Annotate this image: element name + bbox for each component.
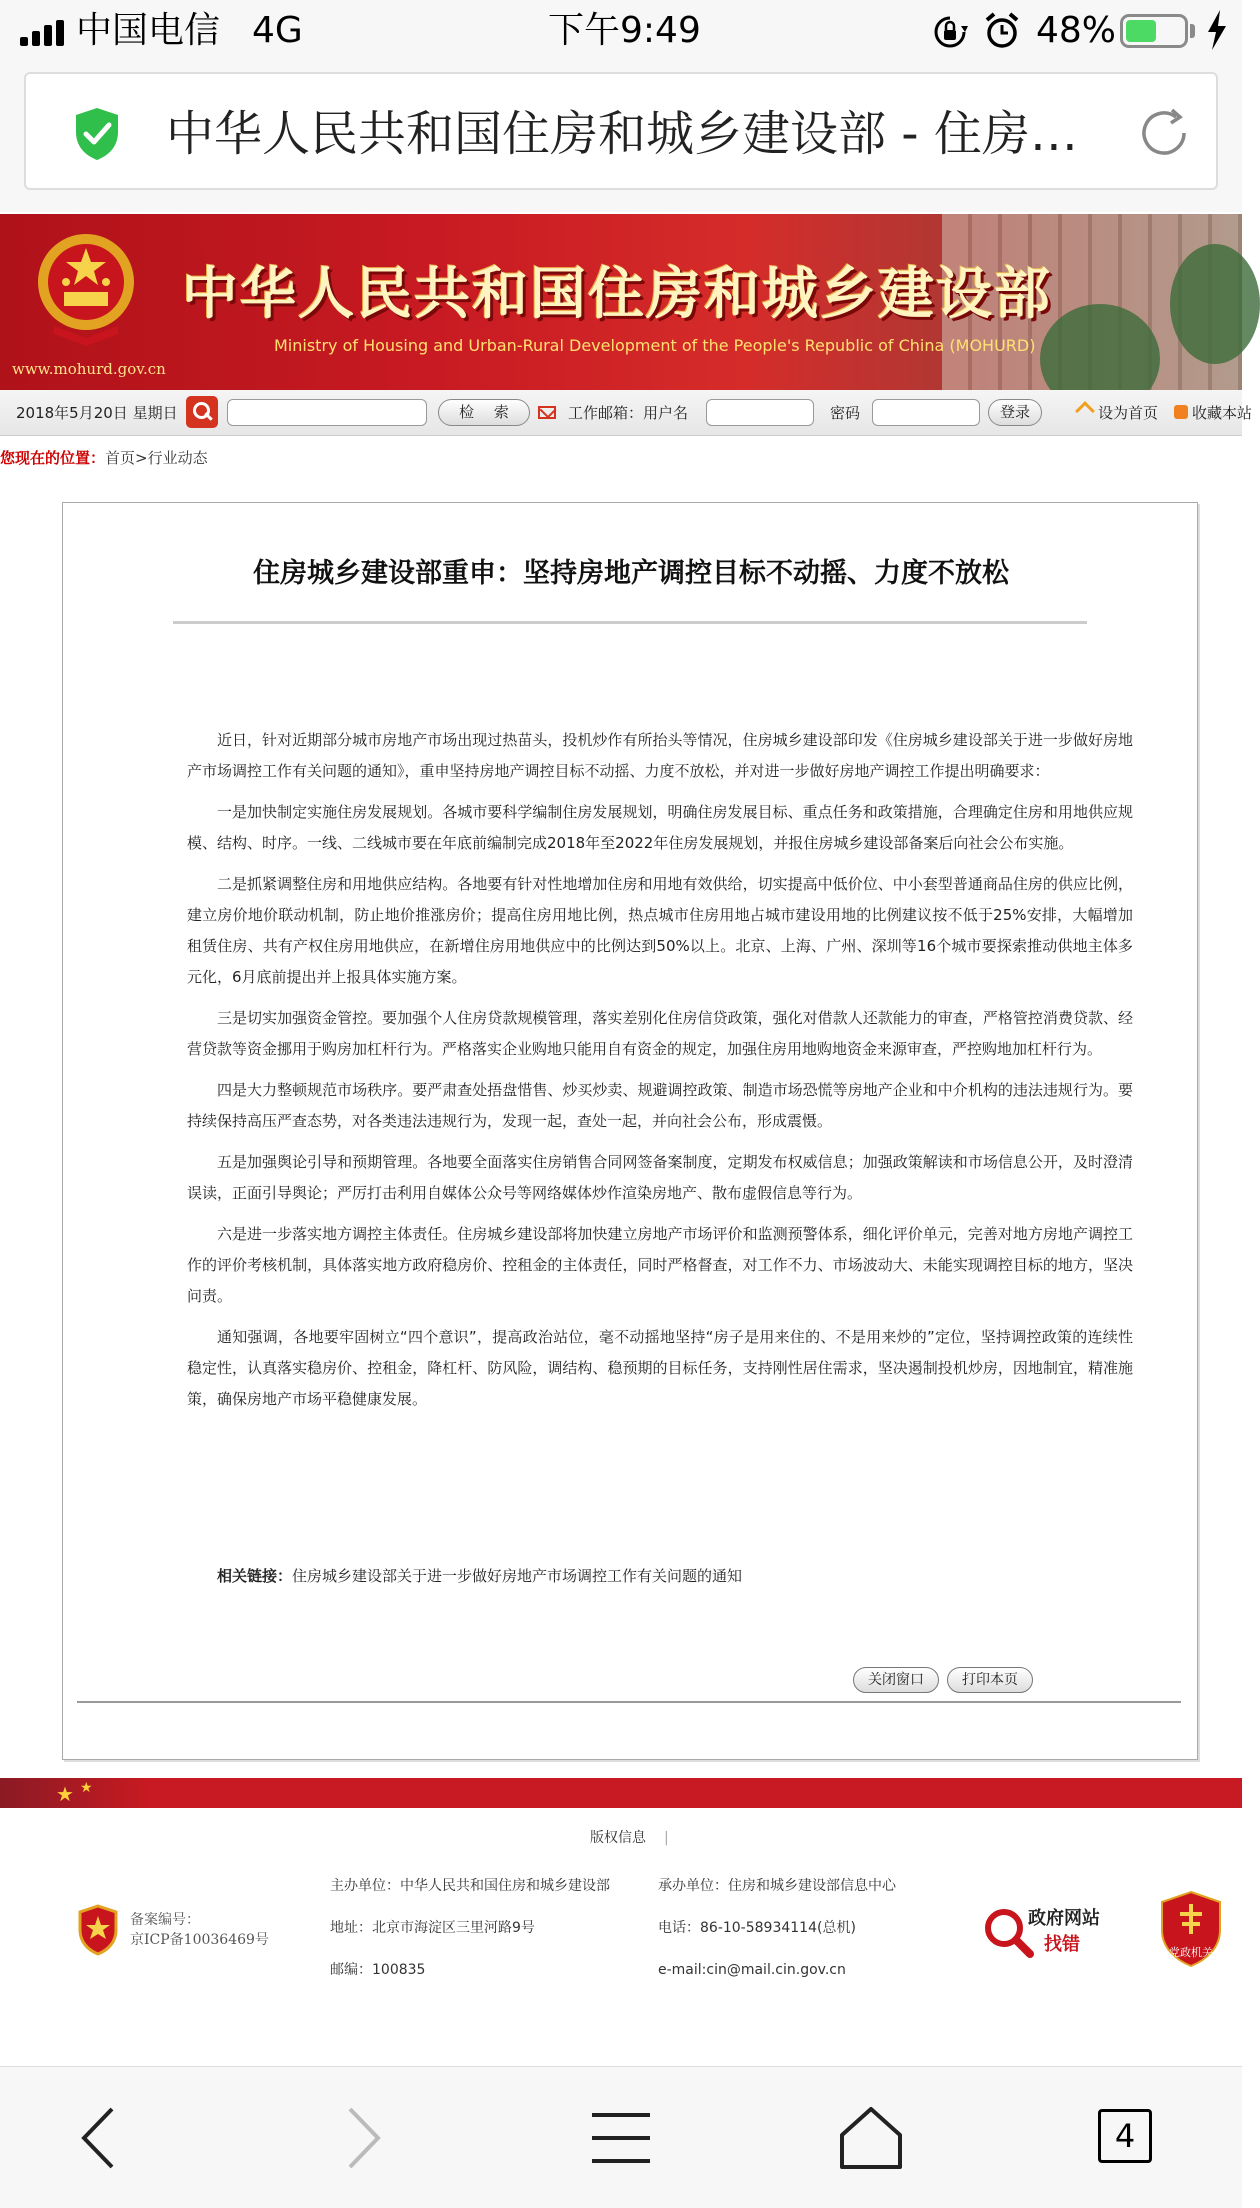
article-title: 住房城乡建设部重申：坚持房地产调控目标不动摇、力度不放松 [253, 558, 1009, 589]
article-paragraph: 六是进一步落实地方调控主体责任。住房城乡建设部将加快建立房地产市场评价和监测预警体系，细化评价单元，完善对地方房地产调控工作的评价考核机制，具体落实地方政府稳房价、控租金的主体责任，同时严格督查，对工作不力、市场波动大、未能实现调控目标的地方，坚决问责。 [187, 1225, 1133, 1305]
copyright-link[interactable]: 版权信息 [590, 1830, 646, 1846]
bookmark-icon [1174, 405, 1188, 419]
star-icon: ★ [80, 1780, 93, 1796]
orientation-lock-icon [932, 14, 968, 50]
article-paragraph: 近日，针对近期部分城市房地产市场出现过热苗头，投机炒作有所抬头等情况，住房城乡建设部印发《住房城乡建设部关于进一步做好房地产市场调控工作有关问题的通知》，重申坚持房地产调控目标不动摇、力度不放松，并对进一步做好房地产调控工作提出明确要求： [187, 731, 1133, 780]
clock: 下午9:49 [548, 10, 701, 51]
site-toolbar [0, 390, 1253, 436]
page-title[interactable]: 中华人民共和国住房和城乡建设部 - 住房… [166, 106, 1078, 162]
magnifier-icon [982, 1906, 1034, 1958]
carrier-name: 中国电信 [76, 10, 221, 51]
site-url[interactable]: www.mohurd.gov.cn [12, 360, 166, 378]
close-window-button[interactable]: 关闭窗口 [853, 1667, 939, 1693]
footer-red-strip [0, 1778, 1242, 1808]
email[interactable]: e-mail:cin@mail.cin.gov.cn [658, 1962, 846, 1978]
search-button[interactable]: 检 索 [438, 399, 530, 426]
print-page-button[interactable]: 打印本页 [947, 1667, 1033, 1693]
browser-address-area [0, 62, 1242, 212]
charging-bolt-icon [1206, 10, 1228, 50]
search-icon[interactable] [186, 396, 218, 428]
breadcrumb-lead: 您现在的位置： [0, 449, 106, 467]
party-government-badge[interactable] [1158, 1890, 1224, 1968]
battery-cap [1190, 24, 1195, 38]
related-links [217, 1565, 742, 1586]
back-icon[interactable] [66, 2103, 136, 2173]
home-icon[interactable] [836, 2103, 906, 2173]
article-paragraph: 二是抓紧调整住房和用地供应结构。各地要有针对性地增加住房和用地有效供给，切实提高中低价位、中小套型普通商品住房的供应比例，建立房价地价联动机制，防止地价推涨房价；提高住房用地比例，热点城市住房用地占城市建设用地的比例建议按不低于25%安排，大幅增加租赁住房、共有产权住房用地供应，在新增住房用地供应中的比例达到50%以上。北京、上海、广州、深圳等16个城市要探索推动供地主体多元化，6月底前提出并上报具体实施方案。 [187, 875, 1133, 986]
site-title: 中华人民共和国住房和城乡建设部 [182, 261, 1052, 327]
secure-shield-icon [72, 106, 122, 162]
banner-tree [1170, 244, 1260, 364]
mail-icon [538, 406, 556, 419]
tabs-button[interactable]: 4 [1098, 2109, 1152, 2163]
gov-site-label: 政府网站 [1028, 1908, 1100, 1929]
breadcrumb [0, 446, 208, 470]
set-homepage-link[interactable]: 设为首页 [1098, 404, 1159, 422]
bookmark-link[interactable]: 收藏本站 [1192, 404, 1253, 422]
network-type: 4G [252, 10, 303, 51]
article-paragraph: 五是加强舆论引导和预期管理。各地要全面落实住房销售合同网签备案制度，定期发布权威信息；加强政策解读和市场信息公开，及时澄清误读，正面引导舆论；严厉打击利用自媒体公众号等网络媒体炒作渲染房地产、散布虚假信息等行为。 [187, 1153, 1133, 1202]
related-link[interactable]: 住房城乡建设部关于进一步做好房地产市场调控工作有关问题的通知 [292, 1567, 743, 1585]
article-paragraph: 四是大力整顿规范市场秩序。要严肃查处捂盘惜售、炒买炒卖、规避调控政策、制造市场恐慌等房地产企业和中介机构的违法违规行为。要持续保持高压严查态势，对各类违法违规行为，发现一起，查处一起，并向社会公布，形成震慑。 [187, 1081, 1133, 1130]
national-emblem-icon [34, 230, 138, 348]
host-unit: 主办单位：中华人民共和国住房和城乡建设部 [330, 1878, 610, 1894]
organizer-unit: 承办单位：住房和城乡建设部信息中心 [658, 1878, 896, 1894]
reload-icon[interactable] [1136, 104, 1194, 162]
mailbox-username-label: 工作邮箱：用户名 [568, 404, 689, 422]
breadcrumb-path[interactable]: 首页>行业动态 [105, 449, 208, 467]
title-divider [173, 621, 1087, 624]
footer-separator: | [664, 1830, 669, 1846]
menu-icon[interactable] [586, 2103, 656, 2173]
error-report-label: 找错 [1044, 1934, 1080, 1955]
record-number[interactable]: 京ICP备10036469号 [130, 1932, 269, 1948]
record-label: 备案编号： [130, 1912, 200, 1928]
battery-icon [1120, 14, 1188, 48]
party-government-label: 党政机关 [1169, 1946, 1213, 1959]
site-subtitle: Ministry of Housing and Urban-Rural Development of the People's Republic of China (MOHURD) [274, 336, 1036, 355]
article-paragraph: 三是切实加强资金管控。要加强个人住房贷款规模管理，落实差别化住房信贷政策，强化对借款人还款能力的审查，严格管控消费贷款、经营贷款等资金挪用于购房加杠杆行为。严格落实企业购地只能用自有资金的规定，加强住房用地购地资金来源审查，严控购地加杠杆行为。 [187, 1009, 1133, 1058]
alarm-clock-icon [984, 12, 1020, 50]
site-footer [0, 1808, 1242, 2066]
password-input[interactable] [872, 399, 980, 426]
signal-strength-icon [20, 20, 68, 46]
mailbox-username-input[interactable] [706, 399, 814, 426]
home-icon [1075, 401, 1095, 421]
related-label: 相关链接： [217, 1567, 293, 1585]
battery-percent: 48% [1036, 10, 1117, 51]
site-search-input[interactable] [227, 399, 427, 426]
article-paragraph: 通知强调，各地要牢固树立“四个意识”，提高政治站位，毫不动摇地坚持“房子是用来住的、不是用来炒的”定位，坚持调控政策的连续性稳定性，认真落实稳房价、控租金，降杠杆、防风险，调结构、稳预期的目标任务，支持刚性居住需求，坚决遏制投机炒房，因地制宜，精准施策，确保房地产市场平稳健康发展。 [187, 1328, 1133, 1408]
gov-site-error-report-badge[interactable] [982, 1898, 1110, 1960]
article-body [187, 725, 1133, 1425]
address-bar[interactable] [24, 72, 1218, 190]
site-banner [0, 214, 1242, 390]
phone: 电话：86-10-58934114(总机) [658, 1920, 856, 1936]
browser-toolbar [0, 2066, 1242, 2208]
star-icon: ★ [56, 1782, 74, 1806]
article-paragraph: 一是加快制定实施住房发展规划。各城市要科学编制住房发展规划，明确住房发展目标、重点任务和政策措施，合理确定住房和用地供应规模、结构、时序。一线、二线城市要在年底前编制完成2018年至2022年住房发展规划，并报住房城乡建设部备案后向社会公布实施。 [187, 803, 1133, 852]
article-panel [62, 502, 1198, 1760]
current-date: 2018年5月20日 星期日 [16, 404, 178, 422]
forward-icon[interactable] [326, 2103, 396, 2173]
postcode: 邮编：100835 [330, 1962, 426, 1978]
login-button[interactable]: 登录 [988, 399, 1042, 426]
status-bar [0, 0, 1242, 62]
article-bottom-divider [77, 1701, 1181, 1703]
password-label: 密码 [830, 404, 861, 422]
record-emblem-icon [76, 1904, 120, 1956]
address: 地址：北京市海淀区三里河路9号 [330, 1920, 535, 1936]
